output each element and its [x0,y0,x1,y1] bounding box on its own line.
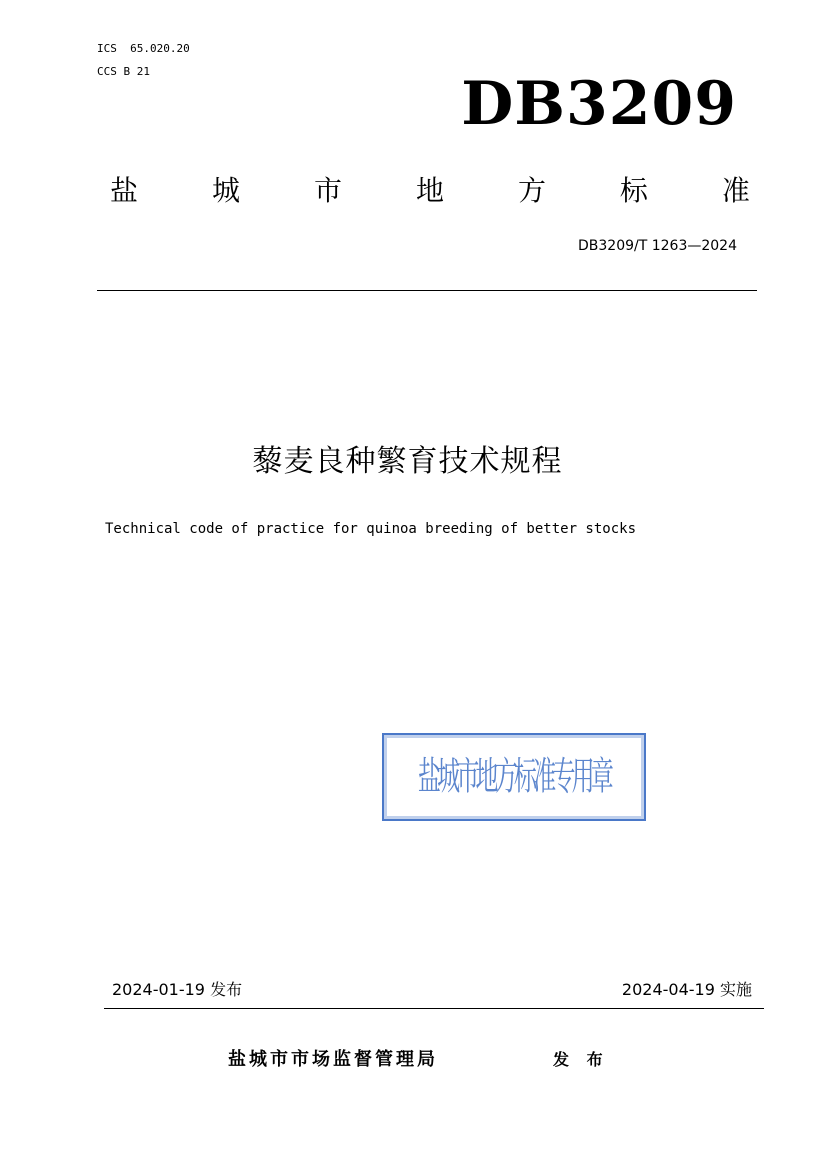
standard-type [110,170,750,212]
seal-text: 盐城市地方标准专用章 [417,753,611,800]
standard-code-large: DB3209 [461,69,737,139]
document-title-chinese: 藜麦良种繁育技术规程 [252,444,563,479]
issue-action: 发 布 [553,1050,609,1069]
header-divider [97,290,757,291]
standard-type-char: 城 [211,174,240,207]
official-seal-stamp [382,733,646,821]
document-title-english: Technical code of practice for quinoa breeding of better stocks [105,521,637,537]
implementation-date: 2024-04-19 实施 [621,980,752,999]
standard-type-char: 地 [415,174,444,207]
issue-date: 2024-01-19 发布 [112,980,243,999]
footer-divider [104,1008,764,1009]
ics-code: ICS 65.020.20 [97,42,190,55]
ccs-code: CCS B 21 [97,65,150,78]
standard-type-char: 方 [517,174,546,207]
standard-number: DB3209/T 1263—2024 [578,238,737,254]
standard-type-char: 准 [721,174,750,207]
standard-type-char: 市 [313,174,342,207]
standard-type-char: 标 [619,174,648,207]
standard-type-char: 盐 [110,174,139,207]
issuing-authority: 盐城市市场监督管理局 [228,1049,438,1070]
